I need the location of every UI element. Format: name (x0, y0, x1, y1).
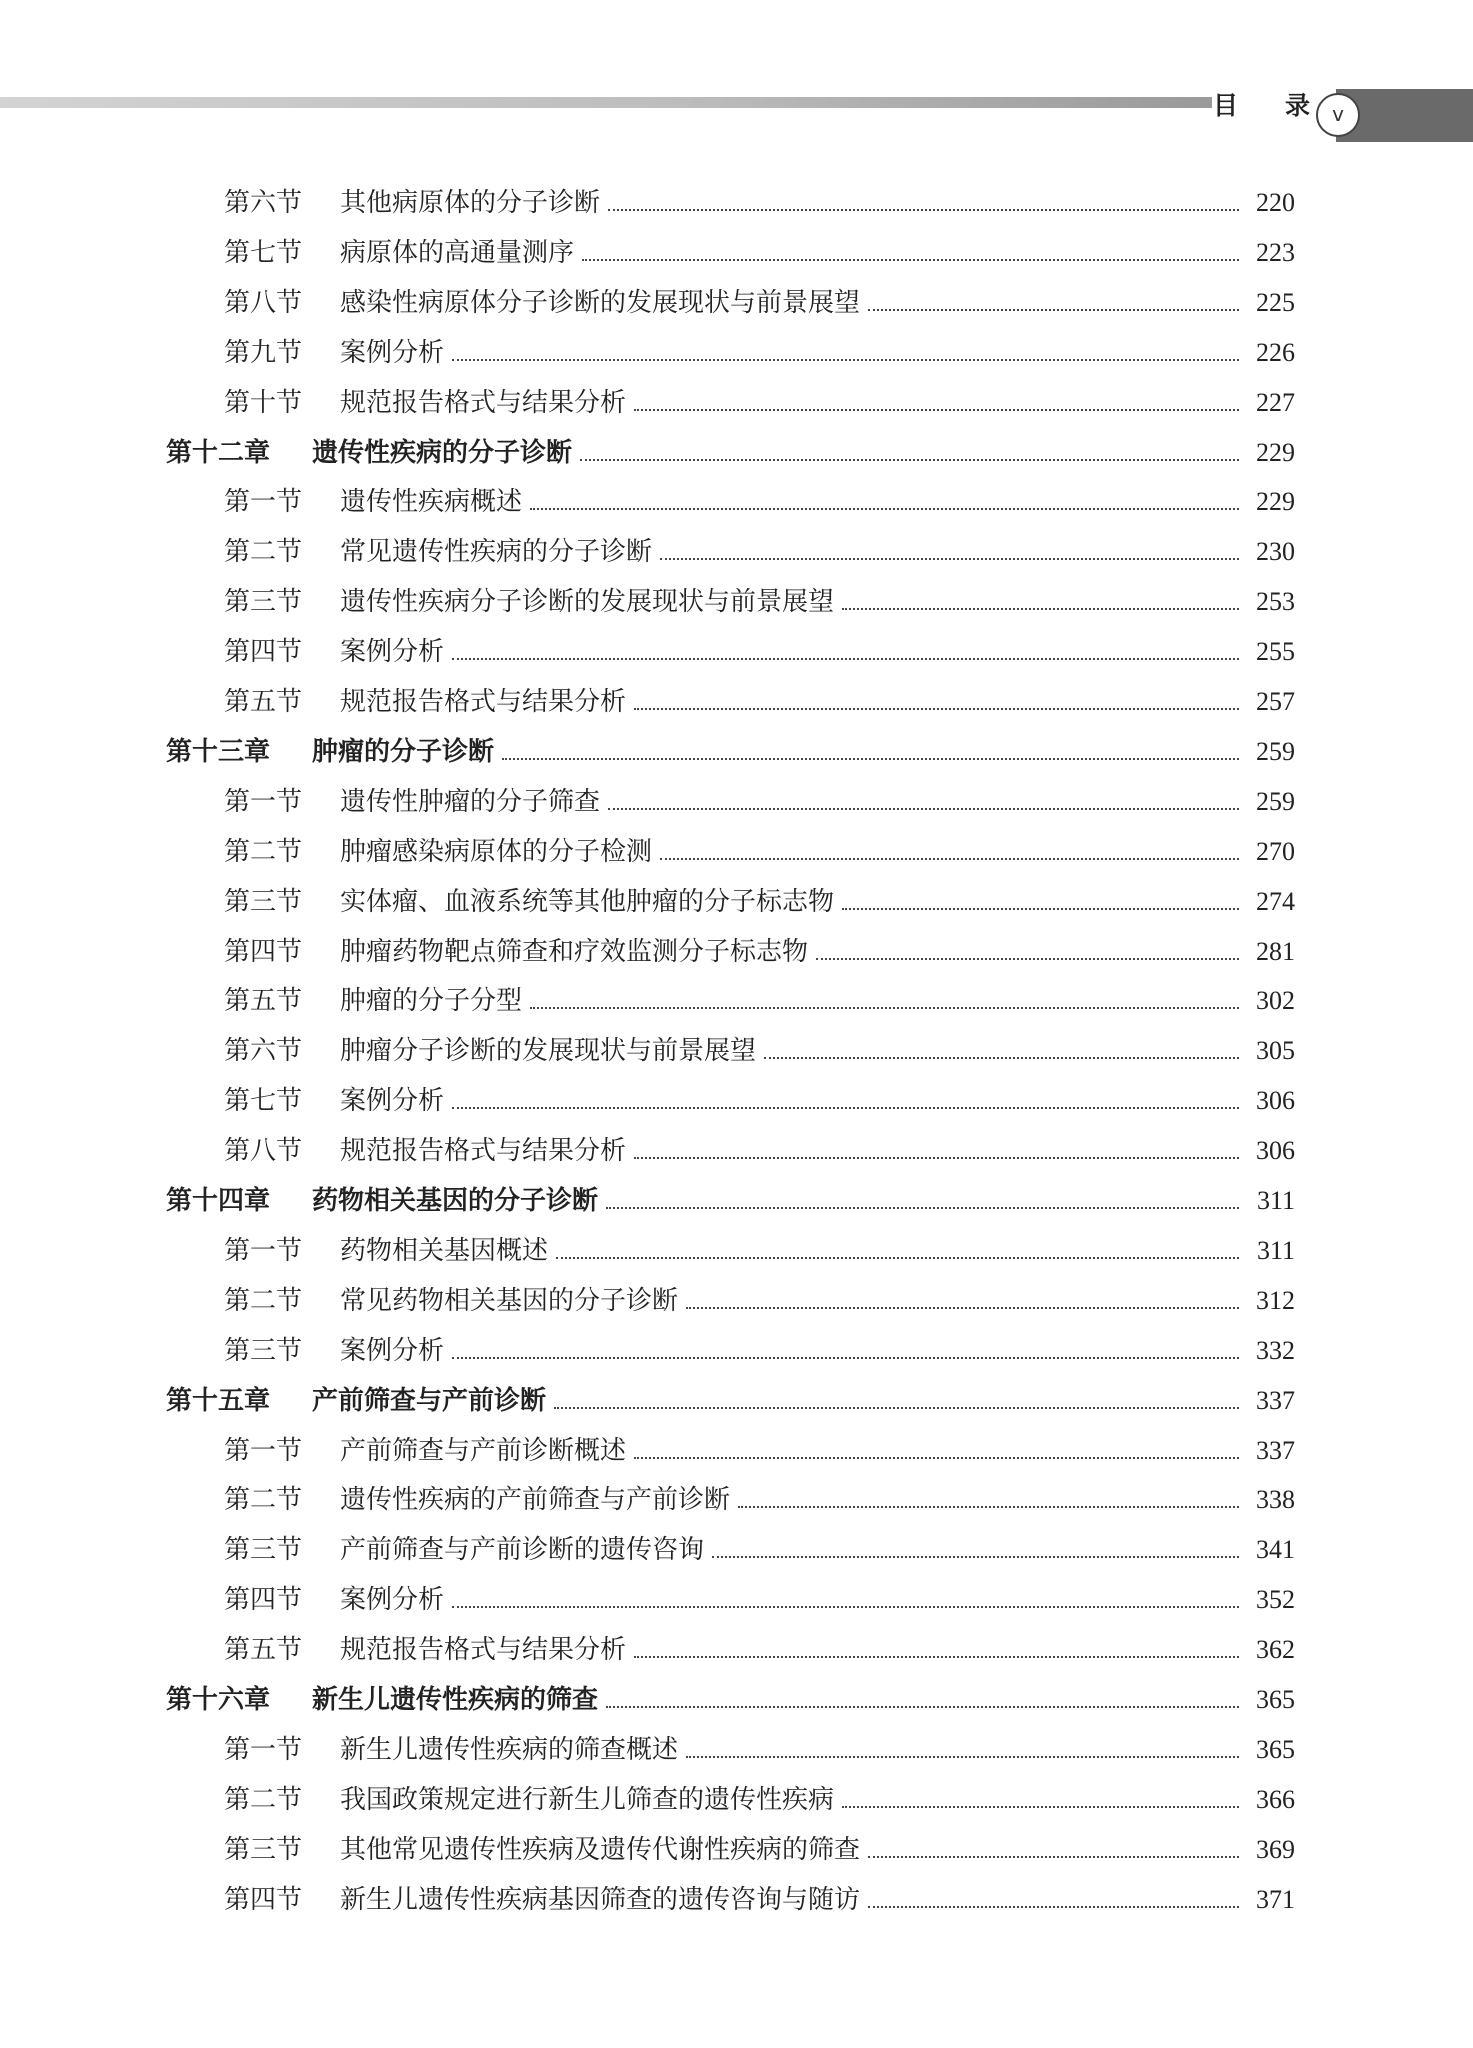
dot-leader (556, 1257, 1239, 1259)
section-title: 案例分析 (340, 1086, 445, 1116)
page-number: 371 (1256, 1885, 1295, 1914)
page-header (0, 0, 1473, 160)
chapter-title: 肿瘤的分子诊断 (312, 737, 495, 767)
page-number: 281 (1256, 937, 1295, 966)
page-number: 229 (1256, 438, 1295, 467)
toc-section-entry[interactable] (224, 981, 1295, 1021)
section-number: 第四节 (224, 1885, 303, 1915)
section-number: 第三节 (224, 587, 303, 617)
chapter-number: 第十三章 (166, 737, 271, 767)
section-title: 产前筛查与产前诊断概述 (340, 1436, 627, 1466)
toc-section-entry[interactable] (224, 183, 1295, 223)
section-title: 规范报告格式与结果分析 (340, 388, 627, 418)
section-title: 遗传性疾病分子诊断的发展现状与前景展望 (340, 587, 835, 617)
page-number: 365 (1256, 1685, 1295, 1714)
dot-leader (660, 558, 1239, 560)
toc-section-entry[interactable] (224, 1830, 1295, 1870)
page-number: 352 (1256, 1585, 1295, 1614)
section-title: 遗传性疾病概述 (340, 487, 523, 517)
page-number: 369 (1256, 1835, 1295, 1864)
dot-leader (816, 958, 1239, 960)
dot-leader (868, 1906, 1239, 1908)
section-number: 第九节 (224, 338, 303, 368)
page-number: 305 (1256, 1036, 1295, 1065)
toc-chapter-entry[interactable] (166, 1680, 1295, 1720)
page-number: 226 (1256, 338, 1295, 367)
page-number: 227 (1256, 388, 1295, 417)
chapter-title: 药物相关基因的分子诊断 (312, 1186, 599, 1216)
toc-section-entry[interactable] (224, 1630, 1295, 1670)
dot-leader (842, 1806, 1239, 1808)
section-title: 产前筛查与产前诊断的遗传咨询 (340, 1535, 705, 1565)
section-number: 第一节 (224, 487, 303, 517)
dot-leader (634, 1457, 1239, 1459)
dot-leader (868, 1856, 1239, 1858)
section-title: 案例分析 (340, 338, 445, 368)
dot-leader (738, 1506, 1239, 1508)
dot-leader (868, 309, 1239, 311)
page-number: 306 (1256, 1136, 1295, 1165)
dot-leader (452, 1107, 1239, 1109)
header-title-right: 录 (1285, 91, 1311, 120)
toc-section-entry[interactable] (224, 1031, 1295, 1071)
toc-section-entry[interactable] (224, 882, 1295, 922)
toc-section-entry[interactable] (224, 233, 1295, 273)
toc-section-entry[interactable] (224, 1480, 1295, 1520)
page-number: 337 (1256, 1436, 1295, 1465)
dot-leader (452, 1357, 1239, 1359)
toc-section-entry[interactable] (224, 1730, 1295, 1770)
toc-section-entry[interactable] (224, 932, 1295, 972)
section-number: 第五节 (224, 687, 303, 717)
toc-section-entry[interactable] (224, 1231, 1295, 1271)
page-number-badge: v (1316, 93, 1360, 137)
section-number: 第三节 (224, 1336, 303, 1366)
section-number: 第三节 (224, 887, 303, 917)
dot-leader (452, 658, 1239, 660)
toc-chapter-entry[interactable] (166, 1381, 1295, 1421)
dot-leader (452, 359, 1239, 361)
section-number: 第十节 (224, 388, 303, 418)
dot-leader (608, 209, 1239, 211)
page-number: 230 (1256, 537, 1295, 566)
dot-leader (842, 608, 1239, 610)
page-number: 270 (1256, 837, 1295, 866)
chapter-number: 第十四章 (166, 1186, 271, 1216)
page-number: 337 (1256, 1386, 1295, 1415)
toc-section-entry[interactable] (224, 1081, 1295, 1121)
section-title: 遗传性疾病的产前筛查与产前诊断 (340, 1485, 731, 1515)
section-number: 第六节 (224, 188, 303, 218)
section-title: 其他常见遗传性疾病及遗传代谢性疾病的筛查 (340, 1835, 861, 1865)
page-number: 274 (1256, 887, 1295, 916)
section-number: 第四节 (224, 637, 303, 667)
dot-leader (606, 1706, 1239, 1708)
toc-section-entry[interactable] (224, 383, 1295, 423)
page-number: 365 (1256, 1735, 1295, 1764)
section-title: 案例分析 (340, 1585, 445, 1615)
page-number: 311 (1256, 1186, 1295, 1215)
page-number: 302 (1256, 986, 1295, 1015)
page-number: 312 (1256, 1286, 1295, 1315)
section-number: 第五节 (224, 1635, 303, 1665)
toc-chapter-entry[interactable] (166, 732, 1295, 772)
page-number: 229 (1256, 487, 1295, 516)
chapter-number: 第十二章 (166, 438, 271, 468)
page-number: 332 (1256, 1336, 1295, 1365)
header-rule (0, 97, 1212, 108)
dot-leader (634, 708, 1239, 710)
section-number: 第一节 (224, 787, 303, 817)
toc-section-entry[interactable] (224, 1880, 1295, 1920)
section-number: 第五节 (224, 986, 303, 1016)
section-title: 规范报告格式与结果分析 (340, 687, 627, 717)
section-number: 第七节 (224, 238, 303, 268)
dot-leader (634, 1656, 1239, 1658)
toc-section-entry[interactable] (224, 283, 1295, 323)
section-number: 第三节 (224, 1535, 303, 1565)
page-number: 225 (1256, 288, 1295, 317)
section-number: 第七节 (224, 1086, 303, 1116)
section-title: 规范报告格式与结果分析 (340, 1635, 627, 1665)
page-number: 259 (1256, 737, 1295, 766)
page-number: 338 (1256, 1485, 1295, 1514)
header-title-left: 目 (1213, 91, 1239, 120)
dot-leader (502, 758, 1239, 760)
section-number: 第八节 (224, 1136, 303, 1166)
toc-section-entry[interactable] (224, 333, 1295, 373)
page-number: 255 (1256, 637, 1295, 666)
section-title: 新生儿遗传性疾病基因筛查的遗传咨询与随访 (340, 1885, 861, 1915)
section-title: 感染性病原体分子诊断的发展现状与前景展望 (340, 288, 861, 318)
page-number: 259 (1256, 787, 1295, 816)
section-number: 第一节 (224, 1735, 303, 1765)
toc-section-entry[interactable] (224, 582, 1295, 622)
section-number: 第二节 (224, 1286, 303, 1316)
section-title: 规范报告格式与结果分析 (340, 1136, 627, 1166)
page-number: 253 (1256, 587, 1295, 616)
section-number: 第四节 (224, 1585, 303, 1615)
section-number: 第六节 (224, 1036, 303, 1066)
page-number: 366 (1256, 1785, 1295, 1814)
toc-section-entry[interactable] (224, 1780, 1295, 1820)
section-number: 第一节 (224, 1236, 303, 1266)
section-title: 案例分析 (340, 1336, 445, 1366)
section-number: 第八节 (224, 288, 303, 318)
dot-leader (660, 858, 1239, 860)
toc-chapter-entry[interactable] (166, 433, 1295, 473)
chapter-title: 遗传性疾病的分子诊断 (312, 438, 573, 468)
chapter-title: 产前筛查与产前诊断 (312, 1386, 547, 1416)
section-title: 我国政策规定进行新生儿筛查的遗传性疾病 (340, 1785, 835, 1815)
toc-section-entry[interactable] (224, 1530, 1295, 1570)
dot-leader (606, 1207, 1239, 1209)
section-number: 第二节 (224, 1785, 303, 1815)
dot-leader (764, 1057, 1239, 1059)
dot-leader (530, 508, 1239, 510)
toc-section-entry[interactable] (224, 1281, 1295, 1321)
dot-leader (608, 808, 1239, 810)
section-number: 第二节 (224, 1485, 303, 1515)
toc-section-entry[interactable] (224, 632, 1295, 672)
dot-leader (580, 459, 1239, 461)
page-number: 362 (1256, 1635, 1295, 1664)
dot-leader (530, 1007, 1239, 1009)
toc-section-entry[interactable] (224, 1431, 1295, 1471)
section-number: 第二节 (224, 837, 303, 867)
dot-leader (582, 259, 1239, 261)
dot-leader (452, 1606, 1239, 1608)
section-number: 第三节 (224, 1835, 303, 1865)
chapter-number: 第十六章 (166, 1685, 271, 1715)
toc-chapter-entry[interactable] (166, 1181, 1295, 1221)
section-title: 案例分析 (340, 637, 445, 667)
section-title: 实体瘤、血液系统等其他肿瘤的分子标志物 (340, 887, 835, 917)
section-title: 新生儿遗传性疾病的筛查概述 (340, 1735, 679, 1765)
page-number: 220 (1256, 188, 1295, 217)
section-title: 病原体的高通量测序 (340, 238, 575, 268)
section-title: 肿瘤的分子分型 (340, 986, 523, 1016)
chapter-title: 新生儿遗传性疾病的筛查 (312, 1685, 599, 1715)
page-number: 223 (1256, 238, 1295, 267)
dot-leader (634, 1157, 1239, 1159)
section-title: 肿瘤感染病原体的分子检测 (340, 837, 653, 867)
toc-section-entry[interactable] (224, 1331, 1295, 1371)
page-number: 257 (1256, 687, 1295, 716)
toc-section-entry[interactable] (224, 482, 1295, 522)
dot-leader (686, 1307, 1239, 1309)
dot-leader (554, 1407, 1239, 1409)
dot-leader (634, 409, 1239, 411)
toc-section-entry[interactable] (224, 1580, 1295, 1620)
page-number: 341 (1256, 1535, 1295, 1564)
section-number: 第一节 (224, 1436, 303, 1466)
section-number: 第四节 (224, 937, 303, 967)
section-title: 药物相关基因概述 (340, 1236, 549, 1266)
section-title: 肿瘤药物靶点筛查和疗效监测分子标志物 (340, 937, 809, 967)
toc-section-entry[interactable] (224, 1131, 1295, 1171)
toc-section-entry[interactable] (224, 832, 1295, 872)
section-title: 肿瘤分子诊断的发展现状与前景展望 (340, 1036, 757, 1066)
section-title: 其他病原体的分子诊断 (340, 188, 601, 218)
toc-section-entry[interactable] (224, 782, 1295, 822)
dot-leader (842, 908, 1239, 910)
toc-section-entry[interactable] (224, 682, 1295, 722)
dot-leader (686, 1756, 1239, 1758)
section-title: 常见遗传性疾病的分子诊断 (340, 537, 653, 567)
section-number: 第二节 (224, 537, 303, 567)
dot-leader (712, 1556, 1239, 1558)
toc-section-entry[interactable] (224, 532, 1295, 572)
section-title: 常见药物相关基因的分子诊断 (340, 1286, 679, 1316)
page-number: 311 (1256, 1236, 1295, 1265)
section-title: 遗传性肿瘤的分子筛查 (340, 787, 601, 817)
page-number: 306 (1256, 1086, 1295, 1115)
chapter-number: 第十五章 (166, 1386, 271, 1416)
